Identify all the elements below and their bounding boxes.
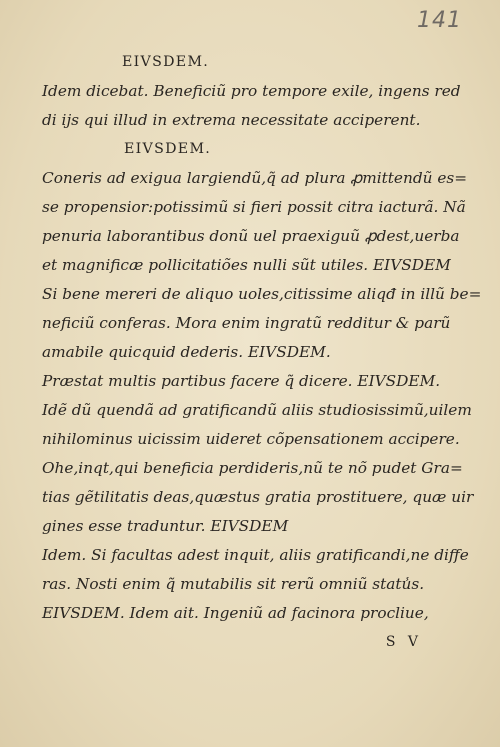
text-line: gines esse traduntur. EIVSDEM [42, 517, 289, 535]
text-line: Coneris ad exigua largiendũ,q̃ ad plura ꝓmittendũ es= [42, 169, 468, 187]
text-line: Ohe,inqt,qui beneficia perdideris,nũ te nõ pudet Gra= [42, 459, 463, 477]
text-line: nihilominus uicissim uideret cõpensationem accipere. [42, 430, 460, 448]
text-line: di ijs qui illud in extrema necessitate acciperent. [42, 111, 421, 129]
text-line: Idem dicebat. Beneficiũ pro tempore exile, ingens red [42, 82, 461, 100]
text-line: neficiũ conferas. Mora enim ingratũ redditur & parũ [42, 314, 451, 332]
text-line: tias gẽtilitatis deas,quæstus gratia prostituere, quæ uir [42, 488, 474, 506]
text-block [42, 48, 482, 657]
text-line: ras. Nosti enim q̃ mutabilis sit rerũ omniũ statu̾s. [42, 575, 425, 593]
text-line: Idẽ dũ quendã ad gratificandũ aliis studiosissimũ,uilem [42, 401, 472, 419]
heading-eiusdem: EIVSDEM. [124, 141, 212, 157]
heading-eiusdem: EIVSDEM. [122, 54, 210, 70]
text-line: et magnificæ pollicitatiões nulli sũt utiles. EIVSDEM [42, 256, 451, 274]
text-line: penuria laborantibus donũ uel praexiguũ ꝓdest,uerba [42, 227, 460, 245]
text-line: amabile quicquid dederis. EIVSDEM. [42, 343, 331, 361]
text-line: Præstat multis partibus facere q̃ dicere. EIVSDEM. [42, 372, 441, 390]
catchword: S V [385, 634, 422, 650]
text-line: EIVSDEM. Idem ait. Ingeniũ ad facinora procliue, [42, 604, 429, 622]
text-line: Idem. Si facultas adest inquit, aliis gratificandi,ne diffe [42, 546, 469, 564]
text-line: Si bene mereri de aliquo uoles,citissime aliqđ in illũ be= [42, 285, 482, 303]
folio-number: 141 [417, 8, 462, 33]
text-line: se propensior:potissimũ si fieri possit citra iacturã. Nã [42, 198, 466, 216]
